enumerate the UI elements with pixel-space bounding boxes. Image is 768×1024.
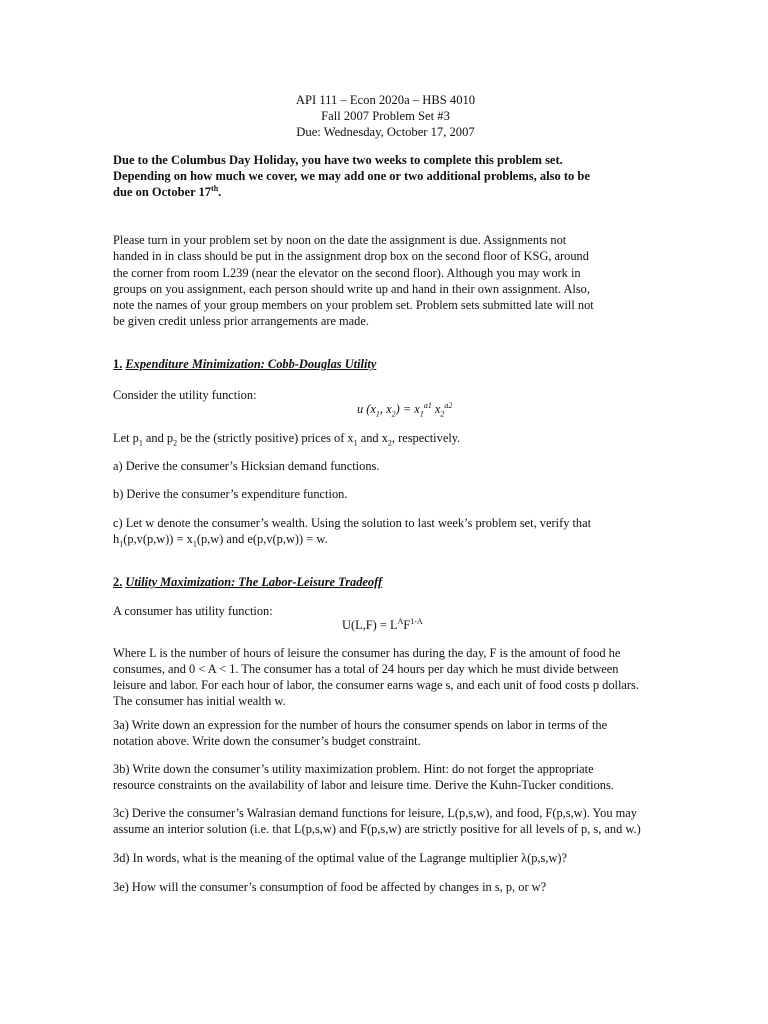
instructions-paragraph: Please turn in your problem set by noon on the date the assignment is due. Assignments not handed in in class should be put in the assignment drop box on the second floor of KSG, around the corner from room L239 (near the elevator on the second floor). Although you may work in groups on you assignment, each person should write up and hand in their own assignment. Also, note the names of your group members on your problem set. Problem sets submitted late will not be given credit unless prior arrangements are made.: [113, 233, 594, 329]
question-1b: b) Derive the consumer’s expenditure function.: [113, 487, 348, 501]
question-3e: 3e) How will the consumer’s consumption of food be affected by changes in s, p, or w?: [113, 880, 547, 894]
question-1c: c) Let w denote the consumer’s wealth. Using the solution to last week’s problem set, verify that $h_1(p,v(p,w)) = x_1(p,w)$ and e(p,v(p,w)) = w.: [113, 516, 592, 549]
question-3d: 3d) In words, what is the meaning of the optimal value of the Lagrange multiplier λ(p,s,w)?: [113, 851, 568, 865]
course-title: API 111 – Econ 2020a – HBS 4010: [295, 93, 476, 107]
labor-leisure-formula: $U(L,F) = L^AF^{1-A}$: [342, 616, 423, 632]
due-date: Due: Wednesday, October 17, 2007: [296, 125, 475, 140]
section-2-intro: A consumer has utility function:: [113, 604, 273, 618]
section-1-intro: Consider the utility function:: [113, 388, 257, 402]
question-3c: 3c) Derive the consumer’s Walrasian demand functions for leisure, L(p,s,w), and food, F(p,s,w). You may assume an interior solution (i.e. that L(p,s,w) and F(p,s,w) are strictly positive for all levels of p, s, and w.): [113, 806, 641, 836]
document-header: [113, 92, 658, 141]
section-2-title: Utility Maximization: The Labor-Leisure Tradeoff: [125, 575, 383, 589]
section-1-title: Expenditure Minimization: Cobb-Douglas Utility: [125, 357, 377, 371]
question-3b: 3b) Write down the consumer’s utility maximization problem. Hint: do not forget the appropriate resource constraints on the availability of labor and leisure time. Derive the Kuhn-Tucker conditions.: [113, 762, 614, 792]
model-description: Where L is the number of hours of leisure the consumer has during the day, F is the amount of food he consumes, and 0 < A < 1. The consumer has a total of 24 hours per day which he must divide between leisure and labor. For each hour of labor, the consumer earns wage s, and each unit of food costs p dollars. The consumer has initial wealth w.: [113, 646, 639, 708]
question-1a: a) Derive the consumer’s Hicksian demand functions.: [113, 459, 380, 473]
question-3a: 3a) Write down an expression for the number of hours the consumer spends on labor in terms of the notation above. Write down the consumer’s budget constraint.: [113, 718, 608, 748]
section-2-heading: 2. Utility Maximization: The Labor-Leisure Tradeoff: [113, 575, 383, 589]
cobb-douglas-formula: u ($x_1$, $x_2) = x_1^{a1}$ $x_2^{a2}$: [357, 400, 453, 419]
section-1-heading: 1. Expenditure Minimization: Cobb-Douglas Utility: [113, 357, 377, 371]
holiday-notice: Due to the Columbus Day Holiday, you have two weeks to complete this problem set. Depending on how much we cover, we may add one or two additional problems, also to be due on October 17th.: [113, 153, 590, 200]
prices-statement: Let $p_1$ and $p_2$ be the (strictly positive) prices of $x_1$ and $x_2$, respectively.: [113, 431, 461, 448]
problem-set-title: Fall 2007 Problem Set #3: [321, 109, 450, 124]
